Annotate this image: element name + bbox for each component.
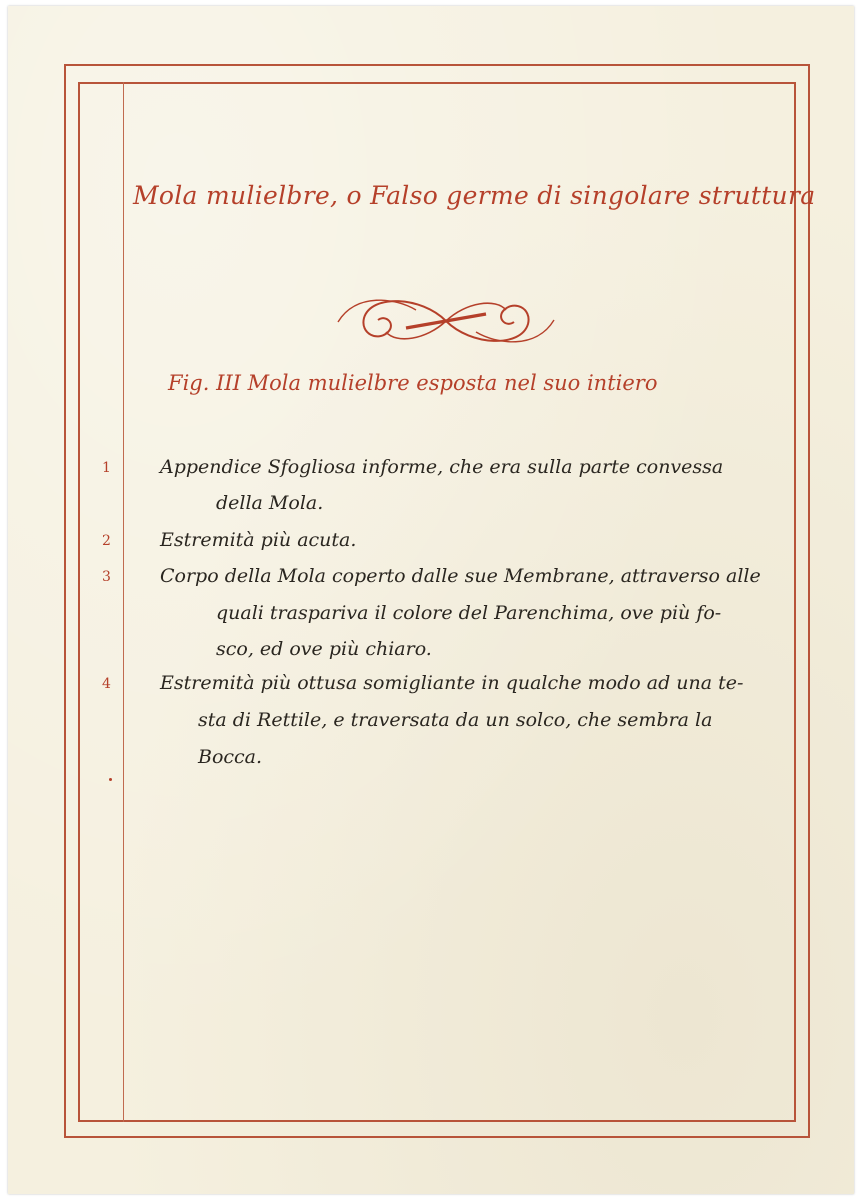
item-text-line: sco, ed ove più chiaro. <box>216 638 432 660</box>
item-number: 3 <box>102 569 111 585</box>
item-text-line: Estremità più acuta. <box>160 529 357 551</box>
margin-rule <box>123 82 124 1122</box>
margin-dot <box>109 778 112 781</box>
item-text-line: Appendice Sfogliosa informe, che era sulla parte convessa <box>160 456 724 478</box>
item-number: 4 <box>102 676 111 692</box>
item-text-line: della Mola. <box>216 492 324 514</box>
item-text-line: Corpo della Mola coperto dalle sue Membrane, attraverso alle <box>160 565 761 587</box>
item-number: 2 <box>102 533 111 549</box>
manuscript-page <box>8 6 854 1194</box>
item-text-line: quali traspariva il colore del Parenchima, ove più fo- <box>216 602 722 624</box>
calligraphic-flourish <box>326 288 566 354</box>
item-text-line: Bocca. <box>198 746 263 768</box>
item-number: 1 <box>102 460 111 476</box>
item-text-line: sta di Rettile, e traversata da un solco, che sembra la <box>198 709 713 731</box>
item-text-line: Estremità più ottusa somigliante in qualche modo ad una te- <box>160 672 744 694</box>
page-title: Mola mulielbre, o Falso germe di singolare struttura <box>133 181 816 210</box>
figure-caption: Fig. III Mola mulielbre esposta nel suo intiero <box>168 371 658 395</box>
